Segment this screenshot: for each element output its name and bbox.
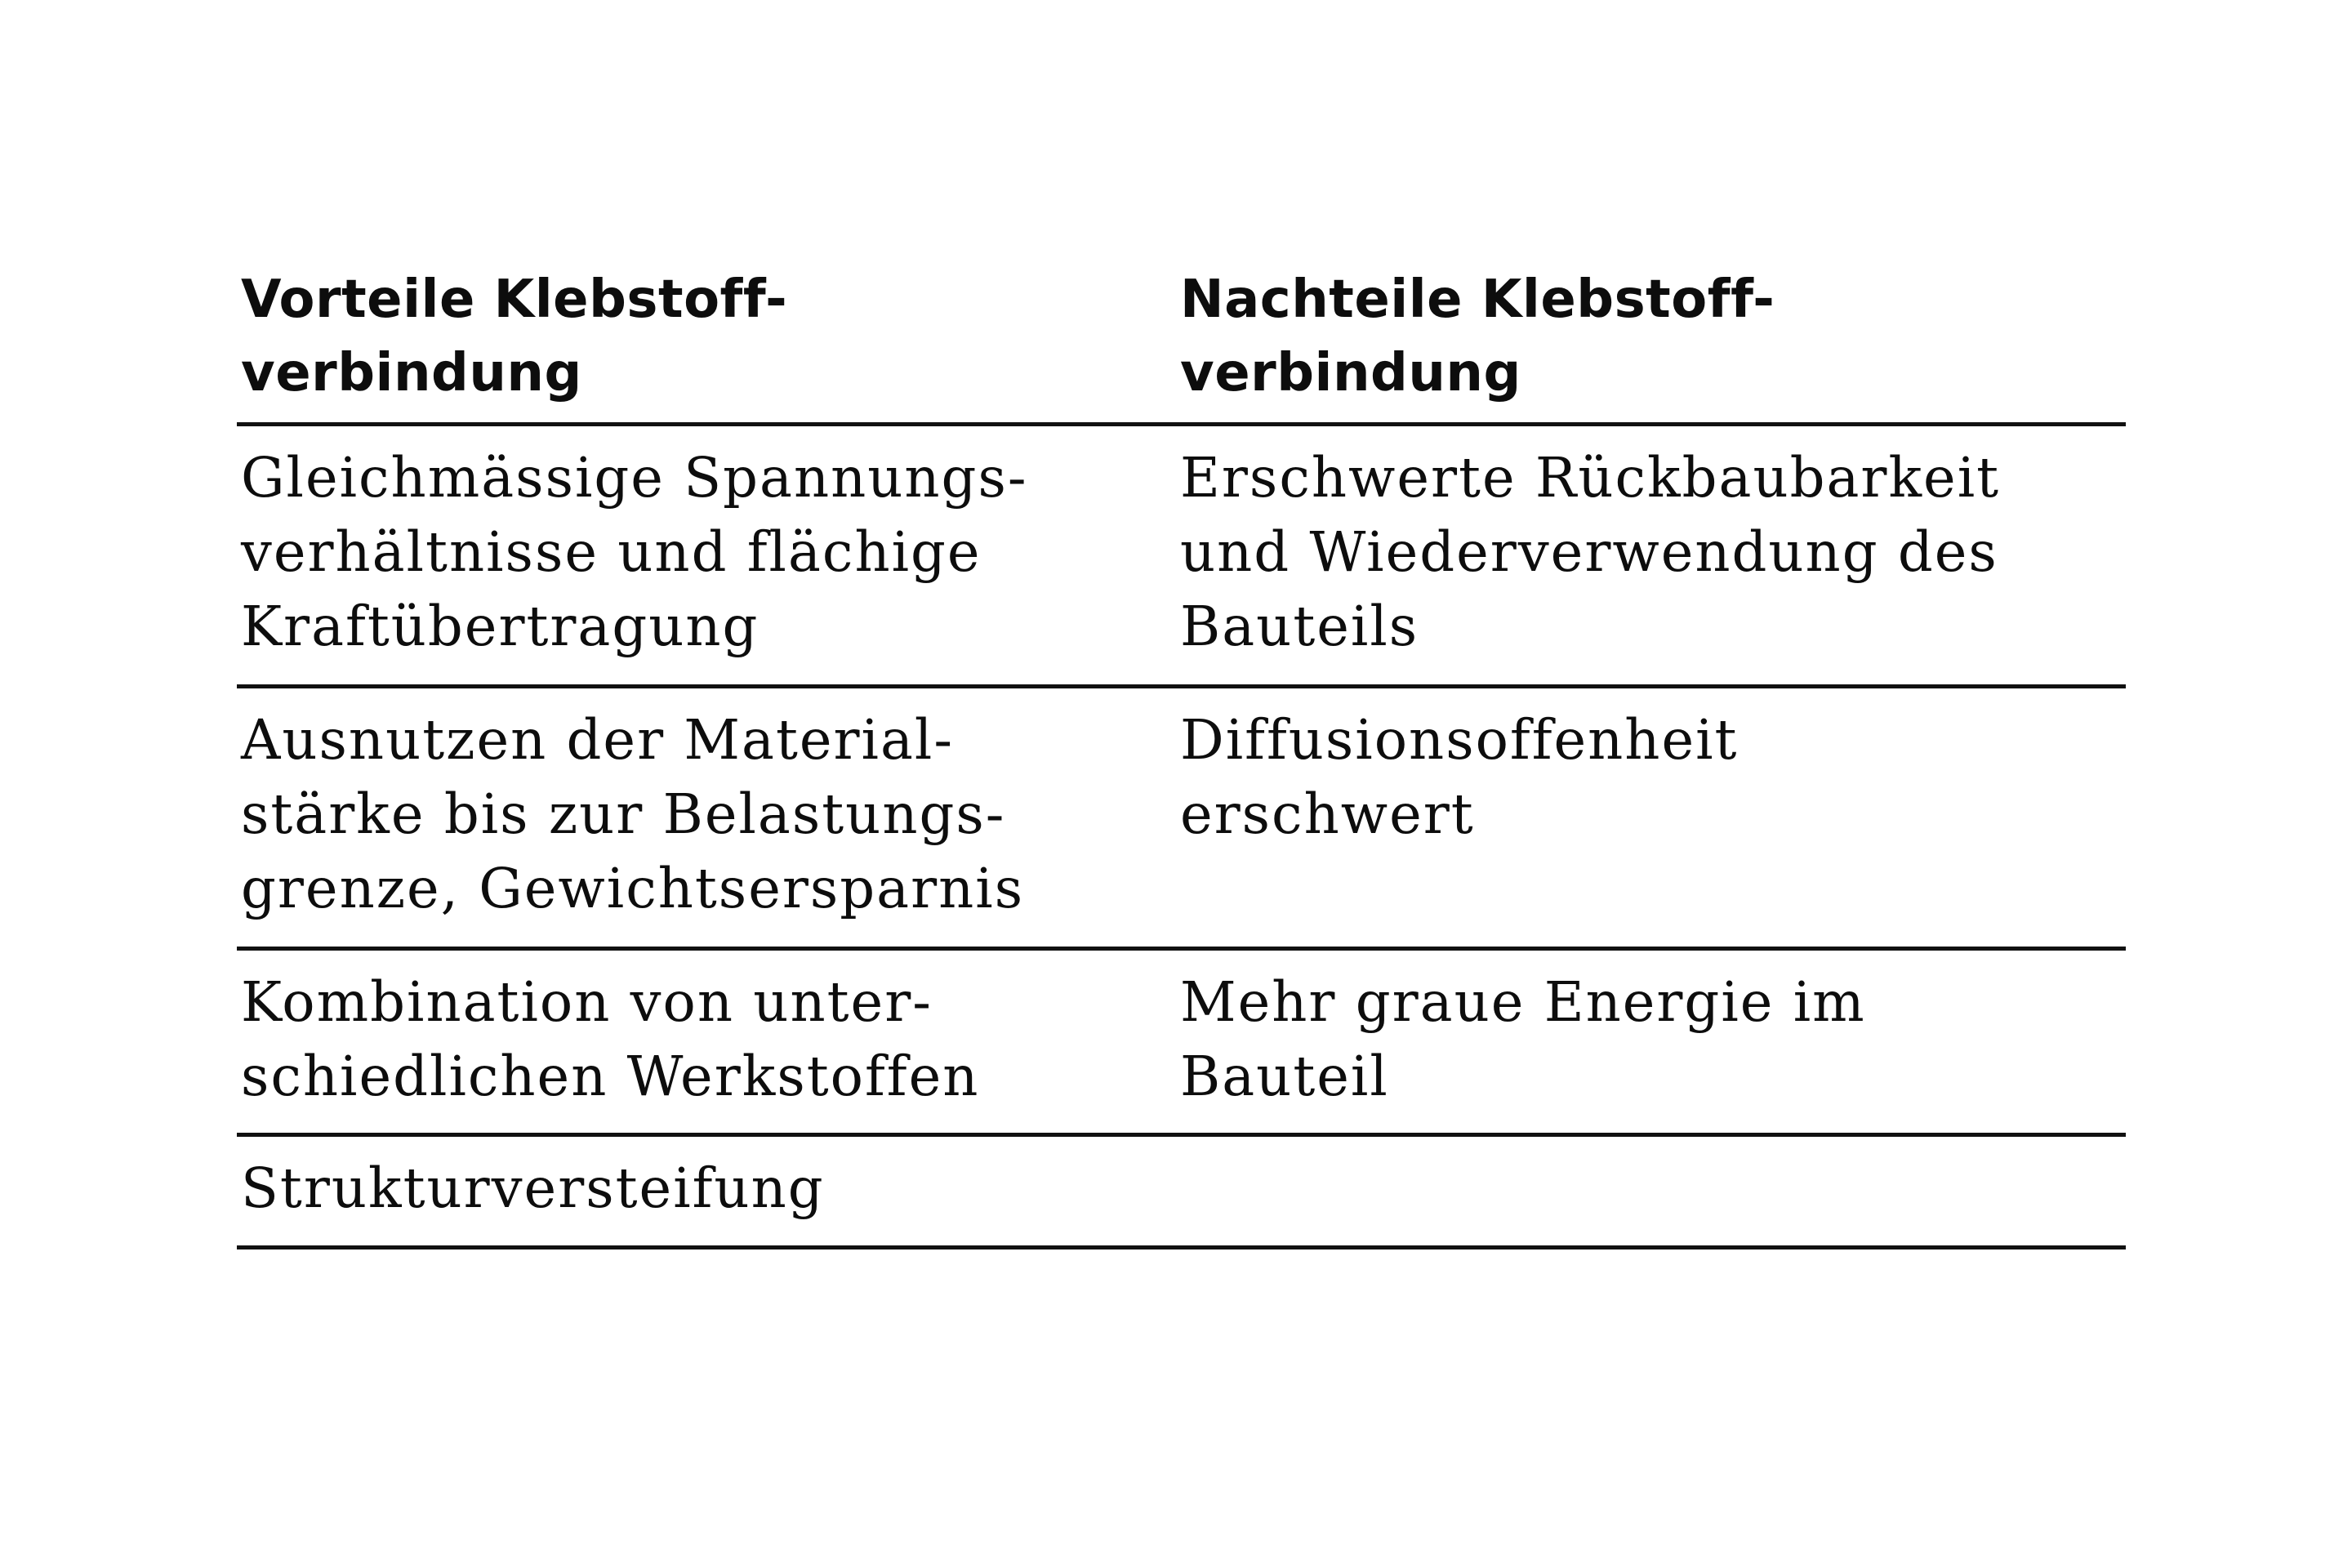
disadvantage-cell: Erschwerte Rückbaubarkeit und Wiederverwendung des Bauteils xyxy=(1180,446,2001,658)
advantage-cell: Gleichmässige Spannungs- verhältnisse und flächige Kraftübertragung xyxy=(241,446,1028,658)
table-row xyxy=(237,688,2126,951)
advantage-cell: Strukturversteifung xyxy=(241,1156,825,1220)
disadvantage-cell: Diffusionsoffenheit erschwert xyxy=(1180,708,1739,846)
table-header-row xyxy=(237,263,2126,426)
table-row xyxy=(237,1137,2126,1250)
disadvantage-cell: Mehr graue Energie im Bauteil xyxy=(1180,970,1866,1108)
advantage-cell: Kombination von unter- schiedlichen Werkstoffen xyxy=(241,970,980,1108)
disadvantage-cell xyxy=(1180,1137,2126,1245)
table-row xyxy=(237,426,2126,688)
table-row xyxy=(237,951,2126,1137)
advantage-cell: Ausnutzen der Material- stärke bis zur Belastungs- grenze, Gewichtsersparnis xyxy=(241,708,1025,920)
header-advantages: Vorteile Klebstoff- verbindung xyxy=(241,270,788,403)
header-disadvantages: Nachteile Klebstoff- verbindung xyxy=(1180,270,1775,403)
comparison-table xyxy=(237,263,2126,1250)
